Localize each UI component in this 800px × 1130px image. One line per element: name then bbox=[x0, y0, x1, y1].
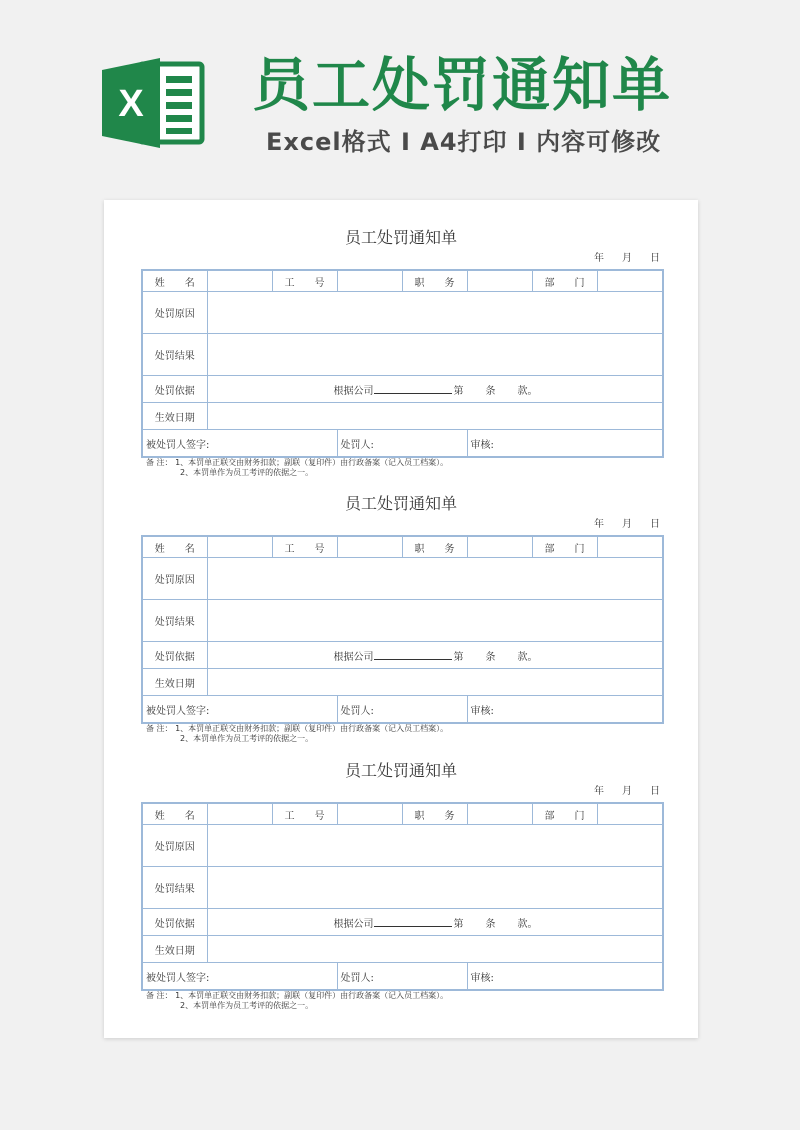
position-cell[interactable] bbox=[467, 803, 532, 825]
penalty-form-2 bbox=[104, 466, 698, 743]
employee-id-cell[interactable] bbox=[337, 536, 402, 558]
position-label: 职 务 bbox=[402, 803, 467, 825]
basis-text-clause: 条 bbox=[485, 651, 496, 663]
employee-id-cell[interactable] bbox=[337, 270, 402, 292]
basis-text-company: 根据公司 bbox=[333, 385, 374, 397]
date-line bbox=[576, 519, 660, 531]
basis-text-item: 款。 bbox=[517, 385, 538, 397]
basis-text-clause: 条 bbox=[485, 385, 496, 397]
effective-date-label: 生效日期 bbox=[142, 669, 207, 696]
form-title: 员工处罚通知单 bbox=[344, 761, 457, 780]
reason-cell[interactable] bbox=[207, 825, 663, 867]
note-1: 备 注： 1、本罚单正联交由财务扣款；副联（复印件）由行政备案（记入员工档案）。 bbox=[146, 724, 449, 733]
punisher-signature[interactable]: 处罚人: bbox=[337, 696, 467, 724]
day-label: 日 bbox=[650, 519, 660, 530]
basis-label: 处罚依据 bbox=[142, 642, 207, 669]
department-cell[interactable] bbox=[597, 803, 663, 825]
punished-signature[interactable]: 被处罚人签字: bbox=[142, 430, 337, 458]
reason-cell[interactable] bbox=[207, 292, 663, 334]
day-label: 日 bbox=[650, 786, 660, 797]
result-label: 处罚结果 bbox=[142, 334, 207, 376]
basis-text-article: 第 bbox=[453, 385, 464, 397]
month-label: 月 bbox=[622, 253, 632, 264]
basis-text-company: 根据公司 bbox=[333, 651, 374, 663]
result-cell[interactable] bbox=[207, 334, 663, 376]
position-label: 职 务 bbox=[402, 270, 467, 292]
month-label: 月 bbox=[622, 519, 632, 530]
employee-id-label: 工 号 bbox=[272, 270, 337, 292]
result-cell[interactable] bbox=[207, 867, 663, 909]
effective-date-label: 生效日期 bbox=[142, 403, 207, 430]
month-label: 月 bbox=[622, 786, 632, 797]
name-cell[interactable] bbox=[207, 803, 272, 825]
penalty-form-3 bbox=[104, 733, 698, 1010]
effective-date-cell[interactable] bbox=[207, 403, 663, 430]
punisher-signature[interactable]: 处罚人: bbox=[337, 963, 467, 991]
name-cell[interactable] bbox=[207, 270, 272, 292]
reason-label: 处罚原因 bbox=[142, 292, 207, 334]
note-1: 备 注： 1、本罚单正联交由财务扣款；副联（复印件）由行政备案（记入员工档案）。 bbox=[146, 991, 449, 1000]
name-label: 姓 名 bbox=[142, 270, 207, 292]
effective-date-label: 生效日期 bbox=[142, 936, 207, 963]
review-signature[interactable]: 审核: bbox=[467, 696, 663, 724]
penalty-form-1 bbox=[104, 200, 698, 477]
basis-blank bbox=[374, 651, 452, 660]
basis-label: 处罚依据 bbox=[142, 909, 207, 936]
note-2: 2、本罚单作为员工考评的依据之一。 bbox=[180, 734, 314, 743]
basis-text-clause: 条 bbox=[485, 918, 496, 930]
day-label: 日 bbox=[650, 253, 660, 264]
punished-signature[interactable]: 被处罚人签字: bbox=[142, 963, 337, 991]
department-cell[interactable] bbox=[597, 270, 663, 292]
basis-cell[interactable] bbox=[207, 376, 663, 403]
note-2: 2、本罚单作为员工考评的依据之一。 bbox=[180, 1001, 314, 1010]
position-cell[interactable] bbox=[467, 536, 532, 558]
paper-sheet bbox=[104, 200, 698, 1038]
date-line bbox=[576, 253, 660, 265]
result-cell[interactable] bbox=[207, 600, 663, 642]
employee-id-label: 工 号 bbox=[272, 803, 337, 825]
form-title: 员工处罚通知单 bbox=[344, 494, 457, 513]
form-table bbox=[141, 269, 664, 458]
result-label: 处罚结果 bbox=[142, 600, 207, 642]
punished-signature[interactable]: 被处罚人签字: bbox=[142, 696, 337, 724]
department-label: 部 门 bbox=[532, 803, 597, 825]
effective-date-cell[interactable] bbox=[207, 936, 663, 963]
basis-text-item: 款。 bbox=[517, 918, 538, 930]
basis-text-item: 款。 bbox=[517, 651, 538, 663]
form-table bbox=[141, 535, 664, 724]
department-label: 部 门 bbox=[532, 536, 597, 558]
basis-cell[interactable] bbox=[207, 642, 663, 669]
note-1: 备 注： 1、本罚单正联交由财务扣款；副联（复印件）由行政备案（记入员工档案）。 bbox=[146, 458, 449, 467]
reason-cell[interactable] bbox=[207, 558, 663, 600]
year-label: 年 bbox=[594, 519, 604, 530]
banner-title: 员工处罚通知单 bbox=[252, 51, 673, 119]
employee-id-cell[interactable] bbox=[337, 803, 402, 825]
basis-text-company: 根据公司 bbox=[333, 918, 374, 930]
basis-text-article: 第 bbox=[453, 918, 464, 930]
page-header bbox=[0, 0, 800, 200]
department-cell[interactable] bbox=[597, 536, 663, 558]
excel-logo-letter: X bbox=[118, 83, 144, 125]
result-label: 处罚结果 bbox=[142, 867, 207, 909]
basis-blank bbox=[374, 385, 452, 394]
name-label: 姓 名 bbox=[142, 536, 207, 558]
reason-label: 处罚原因 bbox=[142, 825, 207, 867]
form-notes bbox=[146, 991, 448, 1011]
basis-text-article: 第 bbox=[453, 651, 464, 663]
review-signature[interactable]: 审核: bbox=[467, 430, 663, 458]
name-label: 姓 名 bbox=[142, 803, 207, 825]
excel-logo-icon bbox=[102, 58, 206, 148]
form-title: 员工处罚通知单 bbox=[344, 228, 457, 247]
year-label: 年 bbox=[594, 786, 604, 797]
banner-subtitle: Excel格式 I A4打印 I 内容可修改 bbox=[266, 128, 662, 156]
reason-label: 处罚原因 bbox=[142, 558, 207, 600]
punisher-signature[interactable]: 处罚人: bbox=[337, 430, 467, 458]
basis-label: 处罚依据 bbox=[142, 376, 207, 403]
position-cell[interactable] bbox=[467, 270, 532, 292]
department-label: 部 门 bbox=[532, 270, 597, 292]
year-label: 年 bbox=[594, 253, 604, 264]
effective-date-cell[interactable] bbox=[207, 669, 663, 696]
review-signature[interactable]: 审核: bbox=[467, 963, 663, 991]
date-line bbox=[576, 786, 660, 798]
employee-id-label: 工 号 bbox=[272, 536, 337, 558]
basis-cell[interactable] bbox=[207, 909, 663, 936]
position-label: 职 务 bbox=[402, 536, 467, 558]
name-cell[interactable] bbox=[207, 536, 272, 558]
note-2: 2、本罚单作为员工考评的依据之一。 bbox=[180, 468, 314, 477]
form-table bbox=[141, 802, 664, 991]
basis-blank bbox=[374, 918, 452, 927]
